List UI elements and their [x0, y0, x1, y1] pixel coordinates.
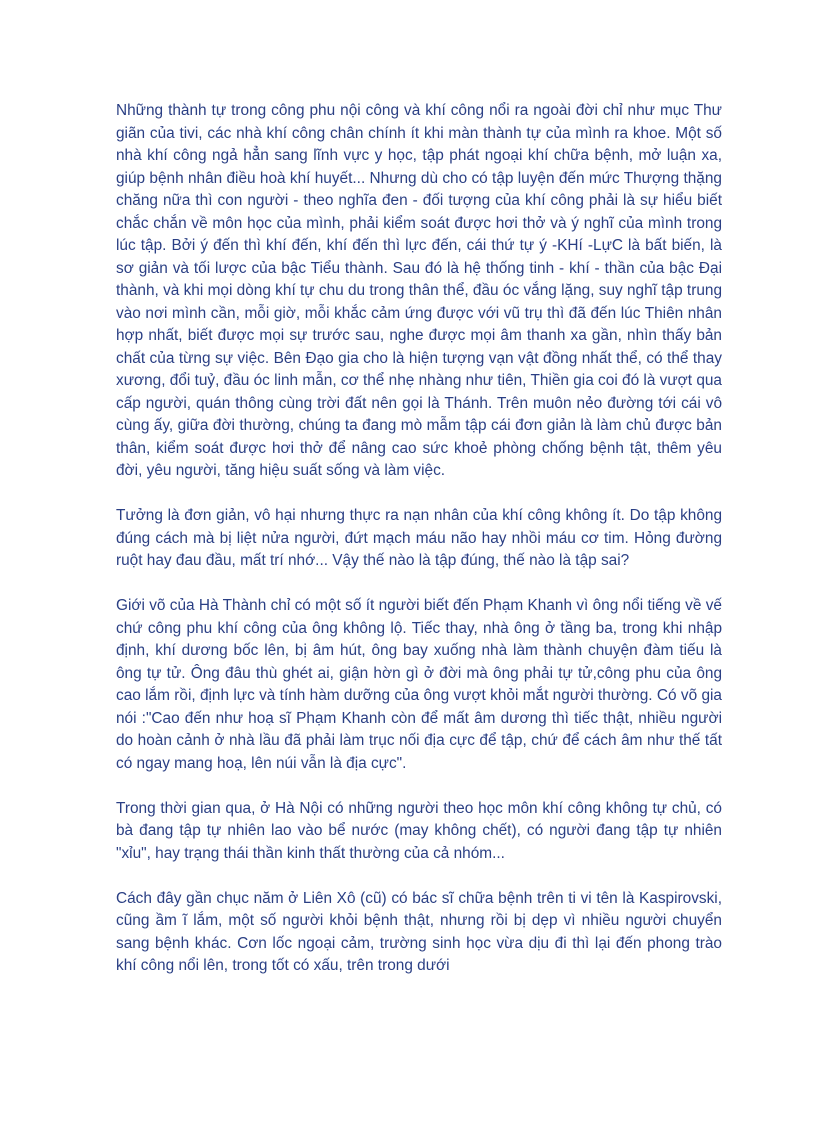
paragraph-1: Những thành tự trong công phu nội công và khí công nổi ra ngoài đời chỉ như mục Thư giãn của tivi, các nhà khí công chân chính ít khi màn thành tự của mình ra khoe. Một số nhà khí công ngả hẳn sang lĩnh vực y học, tập phát ngoại khí chữa bệnh, mở luận xa, giúp bệnh nhân điều hoà khí huyết... Nhưng dù cho có tập luyện đến mức Thượng thặng chăng nữa thì con người - theo nghĩa đen - đối tượng của khí công phải là sự hiểu biết chắc chắn về môn học của mình, phải kiểm soát được hơi thở và ý nghĩ của mình trong lúc tập. Bởi ý đến thì khí đến, khí đến thì lực đến, cái thứ tự ý -KHí -LựC là bất biến, là sơ giản và tối lược của bậc Tiểu thành. Sau đó là hệ thống tinh - khí - thần của bậc Đại thành, và khi mọi dòng khí tự chu du trong thân thể, đầu óc vắng lặng, suy nghĩ tập trung vào nơi mình cần, mỗi giờ, mỗi khắc cảm ứng được với vũ trụ thì đã đến lúc Thiên nhân hợp nhất, biết được mọi sự trước sau, nghe được mọi âm thanh xa gần, nhìn thấy bản chất của từng sự việc. Bên Đạo gia cho là hiện tượng vạn vật đồng nhất thể, có thể thay xương, đổi tuỷ, đầu óc linh mẫn, cơ thể nhẹ nhàng như tiên, Thiền gia coi đó là vượt qua cấp người, quán thông cùng trời đất nên gọi là Thánh. Trên muôn nẻo đường tới cái vô cùng ấy, giữa đời thường, chúng ta đang mò mẫm tập cái đơn giản là làm chủ được bản thân, kiểm soát được hơi thở để nâng cao sức khoẻ phòng chống bệnh tật, thêm yêu đời, yêu người, tăng hiệu suất sống và làm việc. [116, 102, 722, 479]
paragraph-3: Giới võ của Hà Thành chỉ có một số ít người biết đến Phạm Khanh vì ông nổi tiếng về vế chứ công phu khí công của ông không lộ. Tiếc thay, nhà ông ở tầng ba, trong khi nhập định, khí dương bốc lên, bị âm hút, ông bay xuống nhà làm thành chuyện đàm tiếu là ông tự tử. Ông đâu thù ghét ai, giận hờn gì ở đời mà ông phải tự tử,công phu của ông cao lắm rồi, định lực và tính hàm dưỡng của ông vượt khỏi mắt người thường. Có võ gia nói :"Cao đến như hoạ sĩ Phạm Khanh còn để mất âm dương thì tiếc thật, nhiều người do hoàn cảnh ở nhà lầu đã phải làm trục nối địa cực để tập, chứ để cách âm như thế tất có ngay mang hoạ, lên núi vẫn là địa cực". [116, 597, 722, 772]
paragraph-4: Trong thời gian qua, ở Hà Nội có những người theo học môn khí công không tự chủ, có bà đang tập tự nhiên lao vào bể nước (may không chết), có người đang tập tự nhiên "xỉu", hay trạng thái thần kinh thất thường của cả nhóm... [116, 799, 722, 862]
paragraph-2: Tưởng là đơn giản, vô hại nhưng thực ra nạn nhân của khí công không ít. Do tập không đúng cách mà bị liệt nửa người, đứt mạch máu não hay nhồi máu cơ tim. Hỏng đường ruột hay đau đầu, mất trí nhớ... Vậy thế nào là tập đúng, thế nào là tập sai? [116, 507, 722, 569]
document-body [116, 100, 722, 1000]
paragraph-5: Cách đây gần chục năm ở Liên Xô (cũ) có bác sĩ chữa bệnh trên ti vi tên là Kaspirovski, cũng ầm ĩ lắm, một số người khỏi bệnh thật, nhưng rồi bị dẹp vì nhiều người chuyển sang bệnh khác. Cơn lốc ngoại cảm, trường sinh học vừa dịu đi thì lại đến phong trào khí công nổi lên, trong tốt có xấu, trên trong dưới [116, 889, 722, 974]
